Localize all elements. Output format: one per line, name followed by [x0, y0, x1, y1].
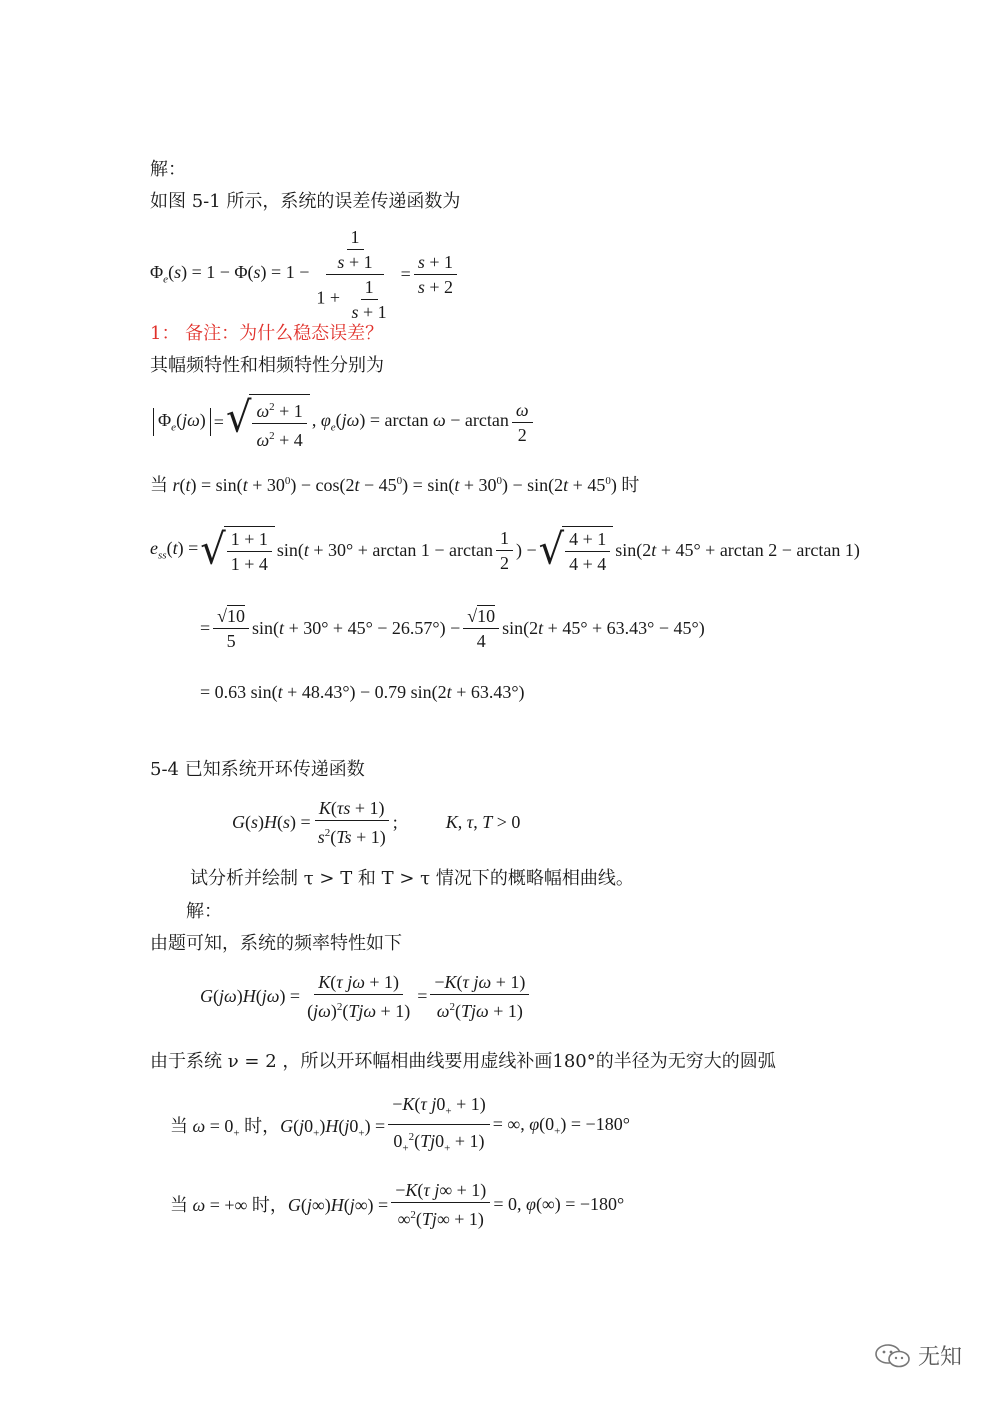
freq-intro: 由题可知，系统的频率特性如下	[150, 933, 402, 954]
task-text: 试分析并绘制 τ > T 和 T > τ 情况下的概略幅相曲线。	[190, 868, 634, 889]
intro-text: 如图 5-1 所示，系统的误差传递函数为	[150, 191, 461, 212]
solution-label-2: 解：	[186, 901, 222, 922]
equation-w0: 当 $\omega = 0_+$ 时，$G(j0_+)H(j0_+)$ = $\frac{-K(\tau j0_+ + 1)}{0_+^2(Tj0_+ + 1)}$ = ∞, $\varphi(0_+) = -180^\circ$	[170, 1093, 630, 1155]
equation-ess-1: $e_{ss}(t)$ = √ $\frac{1 + 1}{1 + 4}$ sin(t + 30° + arctan 1 − arctan $\frac{1}{2}$ ) − √ $\frac{4 + 1}{4 + 4}$ sin(2t + 45° + arctan 2 − arctan 1)	[150, 525, 860, 575]
equation-phi-e: $\Phi_e(s) = 1 - \Phi(s) = 1$ − $\frac{1}{s + 1}$ 1 + $\frac{1}{s + 1}$ = $\frac{s + 1}{s + 2}$	[150, 226, 460, 322]
note-text: 1： 备注：为什么稳态误差？	[150, 323, 384, 344]
mag-phase-intro: 其幅频特性和相频特性分别为	[150, 355, 384, 376]
equation-ess-3: = 0.63 sin(t + 48.43°) − 0.79 sin(2t + 63.43°)	[200, 681, 525, 702]
problem-title: 5-4 已知系统开环传递函数	[150, 759, 365, 780]
nu-line: 由于系统 ν = 2 ，所以开环幅相曲线要用虚线补画180°的半径为无穷大的圆弧	[150, 1051, 776, 1072]
wechat-icon	[874, 1342, 912, 1370]
equation-gh: G(s)H(s) = $\frac{K(\tau s + 1)}{s^2(Ts + 1)}$ ; K, τ, T > 0	[232, 797, 521, 847]
equation-gjw: G(jω)H(jω) = $\frac{\text{K(τ jω + 1)}}{(j\omega)^2(Tj\omega + 1)}$ = $\frac{\text{−K(τ jω + 1)}}{\omega^2(Tj\omega + 1)}$	[200, 968, 532, 1024]
watermark	[874, 1340, 962, 1371]
equation-mag-phase: $\Phi_e(j\omega)$ = √ $\frac{\omega^2 + 1}{\omega^2 + 4}$ , $\varphi_e(j\omega) = \arctan \omega - \arctan$ $\frac{\omega}{2}$	[150, 392, 536, 452]
watermark-label: 无知	[917, 1345, 962, 1370]
solution-label-1: 解：	[150, 159, 186, 180]
equation-ess-2: = $\frac{√10}{5}$ sin(t + 30° + 45° − 26.57°) − $\frac{√10}{4}$ sin(2t + 45° + 63.43° − 45°)	[200, 605, 705, 651]
equation-winf: 当 ω = +∞ 时，G(j∞)H(j∞) = $\frac{\text{−K(τ j∞ + 1)}}{\infty^2(Tj\infty + 1)}$ = 0, φ(∞) = −180°	[170, 1179, 625, 1229]
equation-input: 当 $r(t) = \sin(t + 30^0) - \cos(2t - 45^0) = \sin(t + 30^0) - \sin(2t + 45^0)$ 时	[150, 475, 640, 495]
